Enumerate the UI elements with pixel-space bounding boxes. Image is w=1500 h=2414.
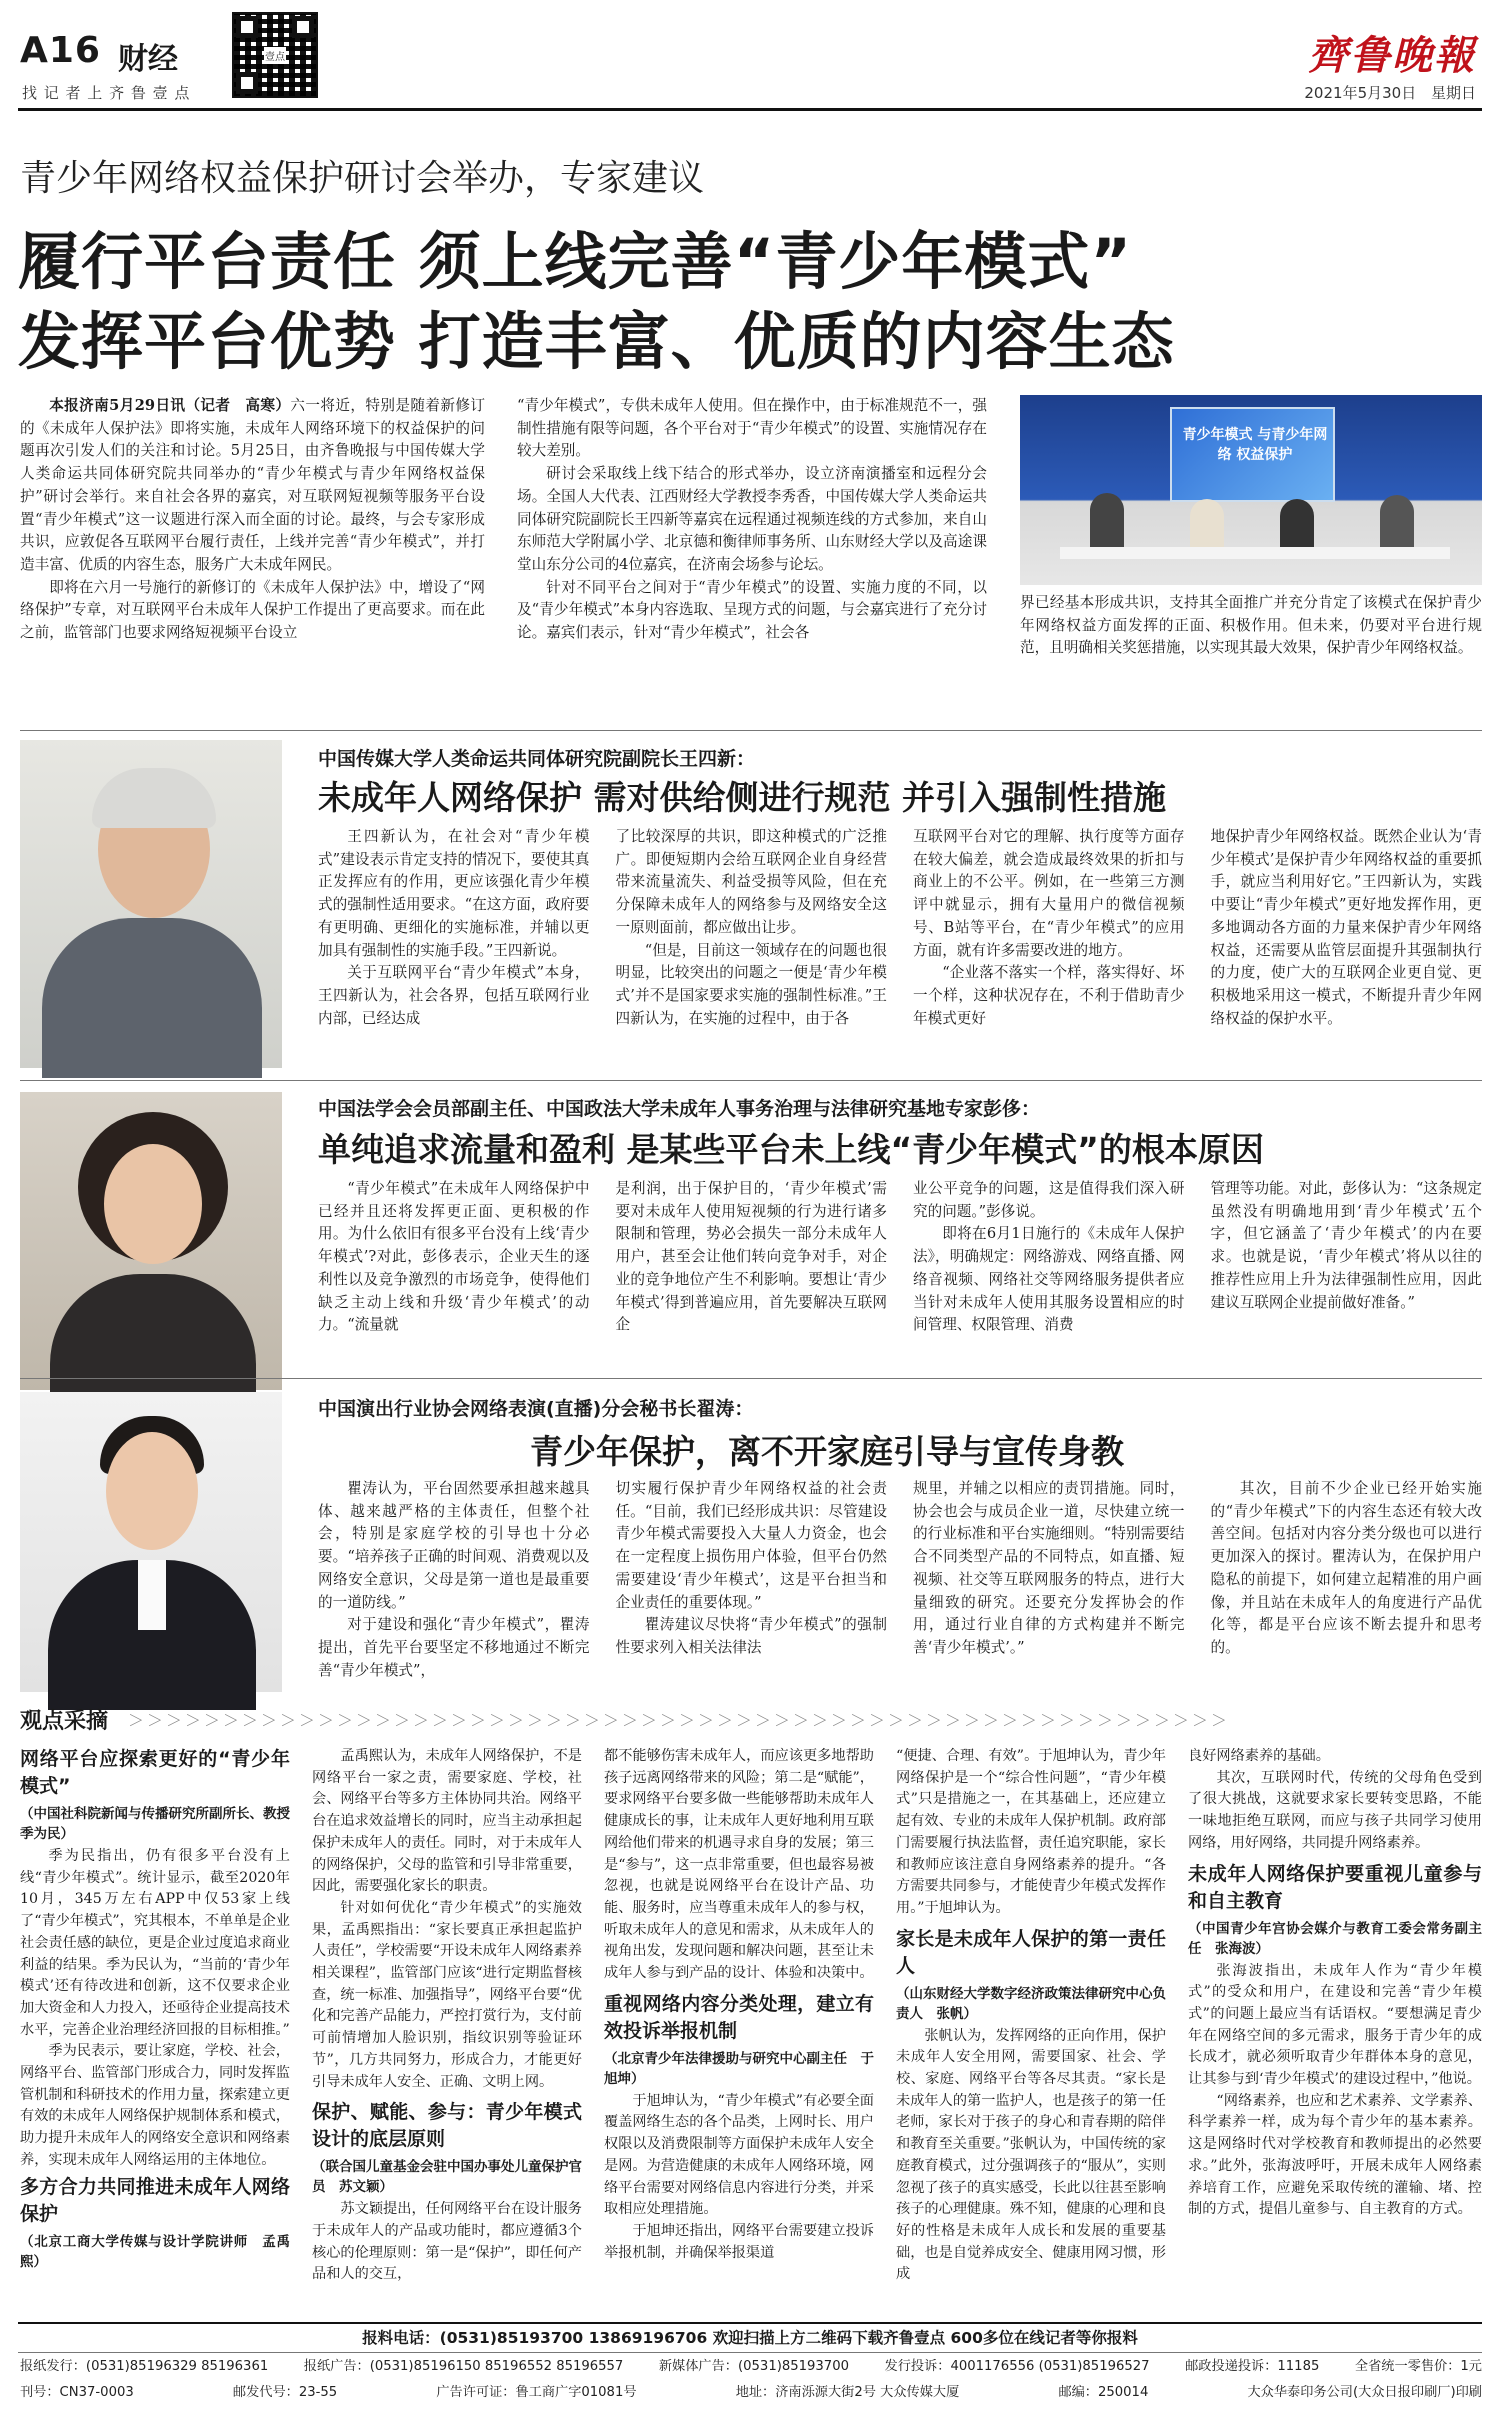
article-4-body-2: 于旭坤还指出，网络平台需要建立投诉举报机制，并确保举报渠道 [604, 2222, 874, 2261]
expert3-text-2: 切实履行保护青少年网络权益的社会责任。“目前，我们已经形成共识：尽管建设青少年模式需要投入大量人力资金，也会在一定程度上损伤用户体验，但平台仍然需要建设‘青少年模式’，这是平台担当和企业责任的重要体现。” [615, 1480, 887, 1611]
footer-printer: 大众华泰印务公司(大众日报印刷厂)印刷 [1247, 2385, 1482, 2400]
lead-text-2: “青少年模式”，专供未成年人使用。但在操作中，由于标准规范不一，强制性措施有限等问题，各个平台对于“青少年模式”的设置、实施情况存在较大差别。 [517, 397, 987, 460]
expert1-text-2b: “但是，目前这一领域存在的问题也很明显，比较突出的问题之一便是‘青少年模式’并不是国家要求实施的强制性标准。”王四新认为，在实施的过程中，由于各 [615, 941, 887, 1027]
expert3-col-2 [616, 1478, 888, 1688]
lead-text-1: 六一将近，特别是随着新修订的《未成年人保护法》即将实施，未成年人网络环境下的权益保护的问题再次引发人们的关注和讨论。5月25日，由齐鲁晚报与中国传媒大学人类命运共同体研究院共同举办的“青少年模式与青少年网络权益保护”研讨会举行。来自社会各界的嘉宾，对互联网短视频等服务平台设置“青少年模式”这一议题进行深入而全面的讨论。最终，与会专家形成共识，应敦促各互联网平台履行责任，上线并完善“青少年模式”，并打造丰富、优质的内容生态，服务广大未成年网民。 [20, 397, 485, 573]
lead-text-2b: 研讨会采取线上线下结合的形式举办，设立济南演播室和远程分会场。全国人大代表、江西财经大学教授李秀香，中国传媒大学人类命运共同体研究院副院长王四新等嘉宾在远程通过视频连线的方式参加，来自山东师范大学附属小学、北京德和衡律师事务所、山东财经大学以及高途课堂山东分公司的4位嘉宾，在济南会场参与论坛。 [517, 465, 987, 573]
headline-line2: 发挥平台优势 打造丰富、优质的内容生态 [18, 305, 1175, 378]
expert1-text-3: 互联网平台对它的理解、执行度等方面存在较大偏差，就会造成最终效果的折扣与商业上的不公平。例如，在一些第三方测评中就显示，拥有大量用户的微信视频号、B站等平台，在“青少年模式”的应用方面，就有许多需要改进的地方。 [913, 828, 1185, 959]
expert1-col-1 [318, 826, 590, 1072]
footer-complaints: 发行投诉：4001176556 (0531)85196527 [884, 2359, 1150, 2374]
expert2-text-3: 业公平竞争的问题，这是值得我们深入研究的问题。”彭侈说。 [913, 1180, 1185, 1220]
footer-issn: 刊号：CN37-0003 [20, 2385, 134, 2400]
footer-postal-complaints: 邮政投递投诉：11185 [1185, 2359, 1320, 2374]
qr-finder-tr [292, 16, 314, 38]
expert2-head [104, 1144, 202, 1264]
page-number: A16 [20, 30, 101, 71]
footer-new-media-ads: 新媒体广告：(0531)85193700 [658, 2359, 849, 2374]
article-5-author: （山东财经大学数字经济政策法律研究中心负责人 张帆） [896, 1985, 1166, 2022]
expert2-body [50, 1274, 256, 1404]
lead-col-2 [517, 395, 987, 720]
article-3-author: （联合国儿童基金会驻中国办事处儿童保护官员 苏文颖） [312, 2159, 582, 2196]
views-label: 观点采摘 [20, 1709, 109, 1734]
views-col-2 [312, 1746, 582, 2316]
qr-caption: 壹点 [264, 47, 286, 64]
footer-zip: 邮编：250014 [1058, 2385, 1149, 2400]
article-5-body-2: 良好网络素养的基础。 [1188, 1748, 1330, 1764]
header-slogan: 找 记 者 上 齐 鲁 壹 点 [22, 84, 191, 102]
expert3-photo [20, 1392, 282, 1692]
headline-kicker: 青少年网络权益保护研讨会举办，专家建议 [20, 158, 705, 199]
expert1-text-4: 地保护青少年网络权益。既然企业认为‘青少年模式’是保护青少年网络权益的重要抓手，就应当利用好它。”王四新认为，实践中要让“青少年模式”更好地发挥作用，更多地调动各方面的力量来保护青少年网络权益，还需要从监管层面提升其强制执行的力度，使广大的互联网企业更自觉、更积极地采用这一模式，不断提升青少年网络权益的保护水平。 [1210, 828, 1482, 1027]
section-name: 财经 [118, 42, 178, 77]
panelist-2 [1190, 499, 1224, 553]
expert3-text-1b: 对于建设和强化“青少年模式”，瞿涛提出，首先平台要坚定不移地通过不断完善“青少年模式”， [318, 1616, 590, 1679]
panelist-1 [1090, 493, 1124, 551]
article-3-title: 保护、赋能、参与：青少年模式设计的底层原则 [312, 2101, 582, 2151]
expert2-text-1: “青少年模式”在未成年人网络保护中已经并且还将发挥更正面、更积极的作用。为什么依旧有很多平台没有上线‘青少年模式’?对此，彭侈表示，企业天生的逐利性以及竞争激烈的市场竞争，使得他们缺乏主动上线和升级‘青少年模式’的动力。“流量就 [318, 1180, 590, 1334]
article-6-body: 张海波指出，未成年人作为“青少年模式”的受众和用户，在建设和完善“青少年模式”的问题上最应当有话语权。“要想满足青少年在网络空间的多元需求，服务于青少年的成长成才，就必须听取青少年群体本身的意见，让其参与到‘青少年模式’的建设过程中，”他说。 [1188, 1962, 1482, 2088]
article-5-title: 家长是未成年人保护的第一责任人 [896, 1927, 1166, 1977]
date-text: 2021年5月30日 [1304, 84, 1417, 102]
footer-price: 全省统一零售价：1元 [1354, 2359, 1482, 2374]
expert3-head [106, 1432, 198, 1550]
expert3-title: 青少年保护，离不开家庭引导与宣传身教 [530, 1432, 1124, 1471]
footer-postal-code: 邮发代号：23-55 [232, 2385, 338, 2400]
qr-finder-tl [236, 16, 258, 38]
panel-table [1060, 547, 1450, 559]
expert2-intro: 中国法学会会员部副主任、中国政法大学未成年人事务治理与法律研究基地专家彭侈： [318, 1098, 1041, 1120]
expert3-shirt [138, 1560, 166, 1630]
expert2-col-2 [616, 1178, 888, 1368]
expert3-col-3 [913, 1478, 1185, 1688]
views-col-5 [1188, 1746, 1482, 2316]
expert3-col-4 [1211, 1478, 1483, 1688]
expert2-title: 单纯追求流量和盈利 是某些平台未上线“青少年模式”的根本原因 [318, 1130, 1264, 1169]
masthead-logo: 齊鲁晚報 [1308, 32, 1476, 79]
headline-line1: 履行平台责任 须上线完善“青少年模式” [18, 225, 1133, 298]
weekday-text: 星期日 [1430, 84, 1476, 102]
expert2-text-4: 管理等功能。对此，彭侈认为：“这条规定虽然没有明确地用到‘青少年模式’五个字，但它涵盖了‘青少年模式’的内在要求。也就是说，‘青少年模式’将从以往的推荐性应用上升为法律强制性应用，因此建议互联网企业提前做好准备。” [1210, 1180, 1482, 1311]
footer-ad-license: 广告许可证：鲁工商广字01081号 [436, 2385, 637, 2400]
page-header [0, 0, 1500, 110]
views-col-1 [20, 1746, 304, 2316]
expert2-text-3b: 即将在6月1日施行的《未成年人保护法》，明确规定：网络游戏、网络直播、网络音视频、网络社交等网络服务提供者应当针对未成年人使用其服务设置相应的时间管理、权限管理、消费 [913, 1225, 1185, 1334]
expert3-text-3: 规里，并辅之以相应的责罚措施。同时，协会也会与成员企业一道，尽快建立统一的行业标准和平台实施细则。“特别需要结合不同类型产品的不同特点，如直播、短视频、社交等互联网服务的特点，进行大量细致的研究。还要充分发挥协会的作用，通过行业自律的方式构建并不断完善‘青少年模式’。” [913, 1480, 1185, 1656]
expert2-text-2: 是利润，出于保护目的，‘青少年模式’需要对未成年人使用短视频的行为进行诸多限制和管理，势必会损失一部分未成年人用户，甚至会让他们转向竞争对手，对企业的竞争地位产生不利影响。要想让‘青少年模式’得到普遍应用，首先要解决互联网企 [615, 1180, 887, 1334]
article-4-body-3: “便捷、合理、有效”。于旭坤认为，青少年网络保护是一个“综合性问题”，“青少年模式”只是措施之一，在其基础上，还应建立起有效、专业的未成年人保护机制。政府部门需要履行执法监督，责任追究职能，家长和教师应该注意自身网络素养的提升。“各方需要共同参与，才能使青少年模式发挥作用。”于旭坤认为。 [896, 1748, 1166, 1916]
views-arrows: ＞＞＞＞＞＞＞＞＞＞＞＞＞＞＞＞＞＞＞＞＞＞＞＞＞＞＞＞＞＞＞＞＞＞＞＞＞＞＞＞＞＞＞＞＞＞＞＞＞＞＞＞＞＞＞＞＞＞ [128, 1711, 1231, 1730]
panelist-4 [1380, 495, 1414, 553]
issue-date [1304, 82, 1476, 103]
footer-hotline-rule [18, 2352, 1482, 2353]
article-3-body: 苏文颖提出，任何网络平台在设计服务于未成年人的产品或功能时，都应遵循3个核心的伦理原则：第一是“保护”，即任何产品和人的交互， [312, 2201, 582, 2283]
article-5-body: 张帆认为，发挥网络的正向作用，保护未成年人安全用网，需要国家、社会、学校、家庭、网络平台等各尽其责。“家长是未成年人的第一监护人，也是孩子的第一任老师，家长对于孩子的身心和青春期的陪伴和教育至关重要。”张帆认为，中国传统的家庭教育模式，过分强调孩子的“服从”，实则忽视了孩子的真实感受，长此以往甚至影响孩子的心理健康。殊不知，健康的心理和良好的性格是未成年人成长和发展的重要基础，也是自觉养成安全、健康用网习惯，形成 [896, 2027, 1166, 2283]
expert1-col-4 [1211, 826, 1483, 1072]
qr-code[interactable] [232, 12, 318, 98]
article-3-body-2: 都不能够伤害未成年人，而应该更多地帮助孩子远离网络带来的风险；第二是“赋能”，要求网络平台要多做一些能够帮助未成年人健康成长的事，让未成年人更好地利用互联网给他们带来的机遇寻求自身的发展；第三是“参与”，这一点非常重要，但也最容易被忽视，也就是说网络平台在设计产品、功能、服务时，应当尊重未成年人的参与权，听取未成年人的意见和需求，从未成年人的视角出发，发现问题和解决问题，甚至让未成年人参与到产品的设计、体验和决策中。 [604, 1748, 874, 1982]
article-1-body-2: 季为民表示，要让家庭，学校、社会，网络平台、监管部门形成合力，同时发挥监管机制和科研技术的作用力量，探索建立更有效的未成年人网络保护规制体系和模式，助力提升未成年人的网络安全意识和网络素养，实现未成年人网络运用的主体地位。 [20, 2043, 290, 2168]
expert1-text-2: 了比较深厚的共识，即这种模式的广泛推广。即便短期内会给互联网企业自身经营带来流量流失、利益受损等风险，但在充分保障未成年人的网络参与及网络安全这一原则面前，都应做出让步。 [615, 828, 887, 936]
expert1-text-3b: “企业落不落实一个样，落实得好、坏一个样，这种状况存在，不利于借助青少年模式更好 [913, 964, 1185, 1027]
expert1-text-1b: 关于互联网平台“青少年模式”本身，王四新认为，社会各界，包括互联网行业内部，已经达成 [318, 964, 590, 1027]
article-2-title: 多方合力共同推进未成年人网络保护 [20, 2175, 290, 2225]
lead-text-3: 界已经基本形成共识，支持其全面推广并充分肯定了该模式在保护青少年网络权益方面发挥的正面、积极作用。但未来，仍要对平台进行规范，且明确相关奖惩措施，以实现其最大效果，保护青少年网络权益。 [1020, 594, 1482, 657]
expert2-body [318, 1178, 1482, 1368]
panelist-3 [1280, 499, 1314, 553]
expert3-text-1: 瞿涛认为，平台固然要承担越来越具体、越来越严格的主体责任，但整个社会，特别是家庭学校的引导也十分必要。“培养孩子正确的时间观、消费观以及网络安全意识，父母是第一道也是最重要的一道防线。” [318, 1480, 590, 1611]
expert2-col-4 [1211, 1178, 1483, 1368]
expert3-text-2b: 瞿涛建议尽快将“青少年模式”的强制性要求列入相关法律法 [615, 1616, 887, 1656]
lead-col-1 [20, 395, 485, 720]
lead-text-2c: 针对不同平台之间对于“青少年模式”的设置、实施力度的不同，以及“青少年模式”本身内容选取、呈现方式的问题，与会嘉宾进行了充分讨论。嘉宾们表示，针对“青少年模式”，社会各 [517, 578, 987, 642]
lead-divider [20, 730, 1482, 731]
lead-dateline: 本报济南5月29日讯 [49, 397, 186, 414]
footer-row-2 [20, 2382, 1482, 2404]
seminar-photo [1020, 395, 1482, 585]
footer-hotline-bar: 报料电话：(0531)85193700 13869196706 欢迎扫描上方二维码下载齐鲁壹点 600多位在线记者等你报料 [362, 2329, 1138, 2347]
article-5-body-3: 其次，互联网时代，传统的父母角色受到了很大挑战，这就要求家长要转变思路，不能一味地拒绝互联网，而应与孩子共同学习使用网络，用好网络，共同提升网络素养。 [1188, 1769, 1482, 1851]
article-2-body: 孟禹熙认为，未成年人网络保护，不是网络平台一家之责，需要家庭、学校，社会、网络平台等多方主体协同共治。网络平台在追求效益增长的同时，应当主动承担起保护未成年人的责任。同时，对于未成年人的网络保护，父母的监管和引导非常重要，因此，需要强化家长的职责。 [312, 1748, 582, 1895]
expert1-photo [20, 740, 282, 1068]
expert3-body [318, 1478, 1482, 1688]
expert1-text-1: 王四新认为，在社会对“青少年模式”建设表示肯定支持的情况下，要使其真正发挥应有的作用，更应该强化青少年模式的强制性适用要求。“在这方面，政府要有更明确、更细化的实施标准，并辅以更加具有强制性的实施手段。”王四新说。 [318, 828, 590, 959]
views-col-3 [604, 1746, 874, 2316]
expert1-title: 未成年人网络保护 需对供给侧进行规范 并引入强制性措施 [318, 778, 1166, 817]
article-6-body-2: “网络素养，也应和艺术素养、文学素养、科学素养一样，成为每个青少年的基本素养。这是网络时代对学校教育和教师提出的必然要求。”此外，张海波呼吁，开展未成年人网络素养培育工作，应避免采取传统的灌输、堵、控制的方式，提倡儿童参与、自主教育的方式。 [1188, 2092, 1482, 2218]
article-2-body-2: 针对如何优化“青少年模式”的实施效果，孟禹熙指出：“家长要真正承担起监护人责任”，学校需要“开设未成年人网络素养相关课程”，监管部门应该“进行定期监督核查，统一标准、加强指导”，网络平台要“优化和完善产品能力，严控打赏行为，支付前可前情增加人脸识别，指纹识别等验证环节”，几方共同努力，形成合力，才能更好引导未成年人安全、正确、文明上网。 [312, 1899, 582, 2090]
header-rule [18, 108, 1482, 111]
article-1-body: 季为民指出，仍有很多平台没有上线“青少年模式”。统计显示，截至2020年10月，345万左右APP中仅53家上线了“青少年模式”，究其根本，不单单是企业社会责任感的缺位，更是企业过度追求商业利益的结果。季为民认为，“当前的‘青少年模式’还有待改进和创新，这不仅要求企业加大资金和人力投入，还亟待企业提高技术水平，完善企业治理经济回报的目标相推。” [20, 1848, 290, 2038]
article-4-author: （北京青少年法律援助与研究中心副主任 于旭坤） [604, 2050, 874, 2087]
lead-byline: （记者 高寒） [185, 397, 291, 414]
expert1-col-3 [913, 826, 1185, 1072]
article-4-body: 于旭坤认为，“青少年模式”有必要全面覆盖网络生态的各个品类，上网时长、用户权限以及消费限制等方面保护未成年人安全是网。为营造健康的未成年人网络环境，网络平台需要对网络信息内容进行分类，并采取相应处理措施。 [604, 2092, 874, 2218]
expert1-intro: 中国传媒大学人类命运共同体研究院副院长王四新： [318, 748, 756, 770]
article-1-author: （中国社科院新闻与传播研究所副所长、教授 季为民） [20, 1806, 304, 1842]
article-1-title: 网络平台应探索更好的“青少年模式” [20, 1748, 290, 1797]
expert3-text-4: 其次，目前不少企业已经开始实施的“青少年模式”下的内容生态还有较大改善空间。包括对内容分类分级也可以进行更加深入的探讨。瞿涛认为，在保护用户隐私的前提下，如何建立起精准的用户画像，并且站在未成年人的角度进行产品优化等，都是平台应该不断去提升和思考的。 [1210, 1480, 1482, 1656]
expert1-col-2 [616, 826, 888, 1072]
expert3-intro: 中国演出行业协会网络表演(直播)分会秘书长翟涛： [318, 1398, 754, 1420]
lead-text-1b: 即将在六月一号施行的新修订的《未成年人保护法》中，增设了“网络保护”专章，对互联网平台未成年人保护工作提出了更高要求。而在此之前，监管部门也要求网络短视频平台设立 [20, 578, 485, 642]
qr-finder-bl [236, 72, 258, 94]
expert2-col-1 [318, 1178, 590, 1368]
footer-address: 地址：济南泺源大街2号 大众传媒大厦 [735, 2385, 960, 2400]
footer-distribution: 报纸发行：(0531)85196329 85196361 [20, 2359, 269, 2374]
expert1-divider [20, 1080, 1482, 1081]
views-col-4 [896, 1746, 1166, 2316]
article-6-author: （中国青少年宫协会媒介与教育工委会常务副主任 张海波） [1188, 1920, 1482, 1957]
expert2-divider [20, 1378, 1482, 1379]
article-6-title: 未成年人网络保护要重视儿童参与和自主教育 [1188, 1862, 1482, 1912]
expert2-col-3 [913, 1178, 1185, 1368]
expert2-photo [20, 1092, 282, 1390]
screen-text: 青少年模式 与青少年网络 权益保护 [1182, 427, 1328, 463]
footer-rule [18, 2322, 1482, 2324]
expert1-body [318, 826, 1482, 1072]
footer-ads: 报纸广告：(0531)85196150 85196552 85196557 [303, 2359, 624, 2374]
article-2-author: （北京工商大学传媒与设计学院讲师 孟禹熙） [20, 2233, 290, 2270]
lead-col-3 [1020, 592, 1482, 722]
footer-row-1 [20, 2356, 1482, 2378]
expert3-col-1 [318, 1478, 590, 1688]
expert1-body [42, 918, 262, 1078]
article-4-title: 重视网络内容分类处理，建立有效投诉举报机制 [604, 1992, 874, 2042]
expert1-hair [92, 768, 216, 828]
